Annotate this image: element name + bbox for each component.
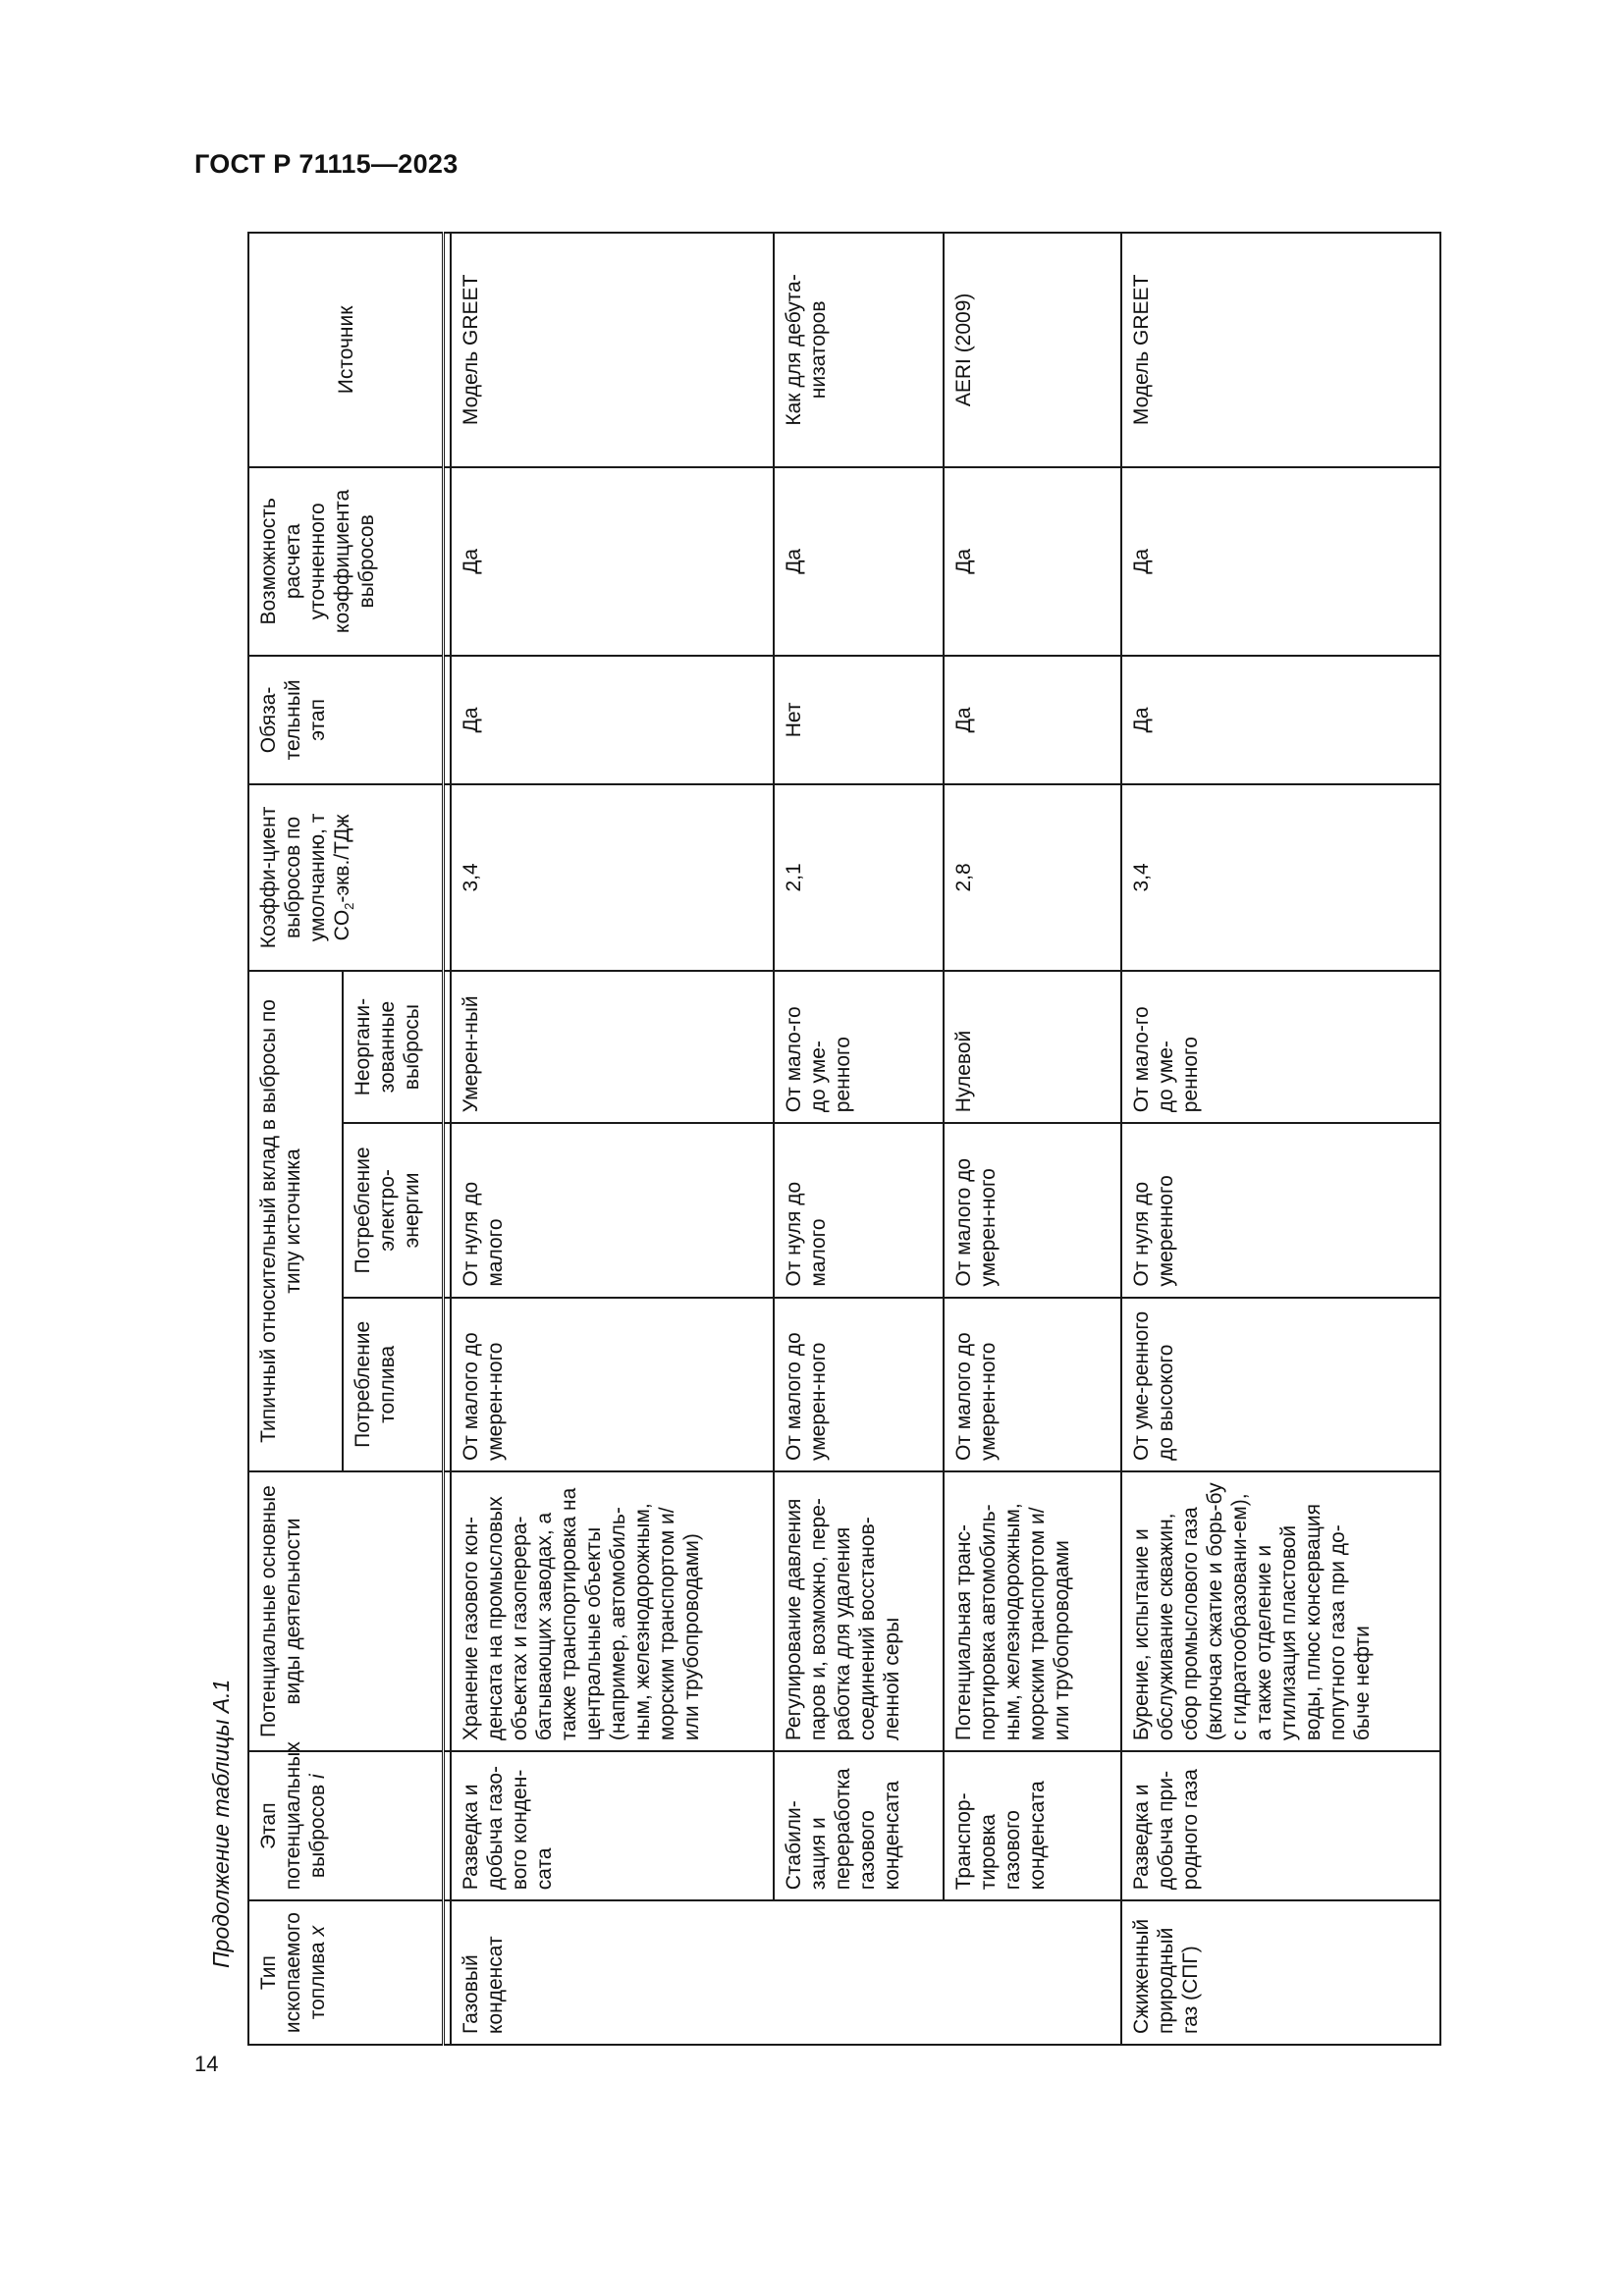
header-electricity: Потребление электро-энергии	[343, 1123, 444, 1297]
header-activities: Потенциальные основные виды деятельности	[248, 1471, 444, 1751]
header-stage-line-2: потенциальных	[282, 1741, 304, 1891]
cell-fuel-consumption: От уме-ренного до высокого	[1121, 1298, 1440, 1471]
cell-refined: Да	[1121, 467, 1440, 656]
header-emission-factor-text: Коэффи-циент выбросов по умолчанию, т CO	[257, 806, 353, 949]
separator-cell	[444, 656, 452, 784]
cell-fugitive: Нулевой	[944, 971, 1121, 1123]
header-source: Источник	[248, 233, 444, 467]
cell-activities: Потенциальная транс-портировка автомобиль-ным, железнодорожным, морским транспортом и/или трубопроводами	[944, 1471, 1121, 1751]
header-stage-var: i	[306, 1774, 329, 1779]
separator-cell	[444, 1471, 452, 1751]
separator-cell	[444, 467, 452, 656]
cell-fuel-consumption: От малого до умерен-ного	[944, 1298, 1121, 1471]
cell-emission-factor: 2,1	[774, 784, 944, 971]
caption-table-id: А.1	[208, 1679, 234, 1714]
header-stage-line-3: выбросов	[306, 1784, 329, 1879]
separator-cell	[444, 1123, 452, 1297]
cell-emission-factor: 3,4	[1121, 784, 1440, 971]
cell-emission-factor: 3,4	[451, 784, 774, 971]
header-fuel-type	[248, 1900, 444, 2045]
cell-mandatory: Да	[451, 656, 774, 784]
separator-cell	[444, 233, 452, 467]
cell-stage: Разведка и добыча газо-вого конден-сата	[451, 1751, 774, 1900]
table-row	[1121, 233, 1440, 2045]
cell-electricity: От нуля до малого	[451, 1123, 774, 1297]
header-refined: Возможность расчета уточненного коэффициента выбросов	[248, 467, 444, 656]
cell-fugitive: От мало-го до уме-ренного	[774, 971, 944, 1123]
cell-source: Как для дебута-низаторов	[774, 233, 944, 467]
cell-mandatory: Да	[1121, 656, 1440, 784]
header-stage-line-1: Этап	[257, 1802, 280, 1849]
cell-source: Модель GREET	[1121, 233, 1440, 467]
header-emission-factor-sub: 2	[342, 902, 357, 910]
table-row	[774, 233, 944, 2045]
header-fuel-type-line-2: ископаемого	[282, 1912, 304, 2034]
header-fuel-type-var: x	[306, 1925, 329, 1937]
caption-prefix: Продолжение таблицы	[208, 1713, 234, 1968]
cell-stage: Транспор-тировка газового конденсата	[944, 1751, 1121, 1900]
cell-refined: Да	[944, 467, 1121, 656]
header-emission-factor-unit: -экв./ТДж	[331, 814, 353, 903]
header-row-1	[248, 233, 343, 2045]
cell-fugitive: Умерен-ный	[451, 971, 774, 1123]
separator-cell	[444, 971, 452, 1123]
cell-emission-factor: 2,8	[944, 784, 1121, 971]
header-mandatory: Обяза-тельный этап	[248, 656, 444, 784]
header-fuel-type-line-3: топлива	[306, 1942, 329, 2020]
cell-electricity: От нуля до умеренного	[1121, 1123, 1440, 1297]
cell-fugitive: От мало-го до уме-ренного	[1121, 971, 1440, 1123]
cell-fuel-type: Газовый конденсат	[451, 1900, 1121, 2045]
separator-cell	[444, 1751, 452, 1900]
cell-activities: Бурение, испытание и обслуживание скважин, сбор промыслового газа (включая сжатие и борь-бу с гидратообразовани-ем), а также отделение и утилизация пластовой воды, плюс консервация попутного газа при до-быче нефти	[1121, 1471, 1440, 1751]
table-row	[451, 233, 774, 2045]
header-contribution: Типичный относительный вклад в выбросы по типу источника	[248, 971, 343, 1471]
cell-refined: Да	[774, 467, 944, 656]
cell-stage: Разведка и добыча при-родного газа	[1121, 1751, 1440, 1900]
separator-cell	[444, 784, 452, 971]
cell-mandatory: Нет	[774, 656, 944, 784]
cell-mandatory: Да	[944, 656, 1121, 784]
header-fugitive: Неоргани-зованные выбросы	[343, 971, 444, 1123]
header-separator	[444, 233, 452, 2045]
cell-fuel-consumption: От малого до умерен-ного	[451, 1298, 774, 1471]
header-emission-factor	[248, 784, 444, 971]
table-continuation-caption	[208, 1680, 235, 1968]
page-number: 14	[194, 2052, 219, 2076]
cell-source: AERI (2009)	[944, 233, 1121, 467]
cell-electricity: От нуля до малого	[774, 1123, 944, 1297]
separator-cell	[444, 1298, 452, 1471]
cell-stage: Стабили-зация и переработка газового конденсата	[774, 1751, 944, 1900]
cell-fuel-consumption: От малого до умерен-ного	[774, 1298, 944, 1471]
rotated-table-container	[247, 232, 1379, 2046]
cell-activities: Регулирование давления паров и, возможно, пере-работка для удаления соединений восстанов-ленной серы	[774, 1471, 944, 1751]
header-fuel-consumption: Потребление топлива	[343, 1298, 444, 1471]
header-fuel-type-line-1: Тип	[257, 1955, 280, 1991]
cell-source: Модель GREET	[451, 233, 774, 467]
cell-electricity: От малого до умерен-ного	[944, 1123, 1121, 1297]
document-code: ГОСТ Р 71115—2023	[194, 149, 459, 179]
cell-refined: Да	[451, 467, 774, 656]
emission-factors-table	[247, 232, 1441, 2046]
header-stage	[248, 1741, 444, 1900]
cell-fuel-type: Сжиженный природный газ (СПГ)	[1121, 1900, 1440, 2045]
separator-cell	[444, 1900, 452, 2045]
table-row	[944, 233, 1121, 2045]
cell-activities: Хранение газового кон-денсата на промысловых объектах и газоперера-батывающих заводах, а также транспортировка на центральные объекты (например, автомобиль-ным, железнодорожным, морским транспортом и/или трубопроводами)	[451, 1471, 774, 1751]
